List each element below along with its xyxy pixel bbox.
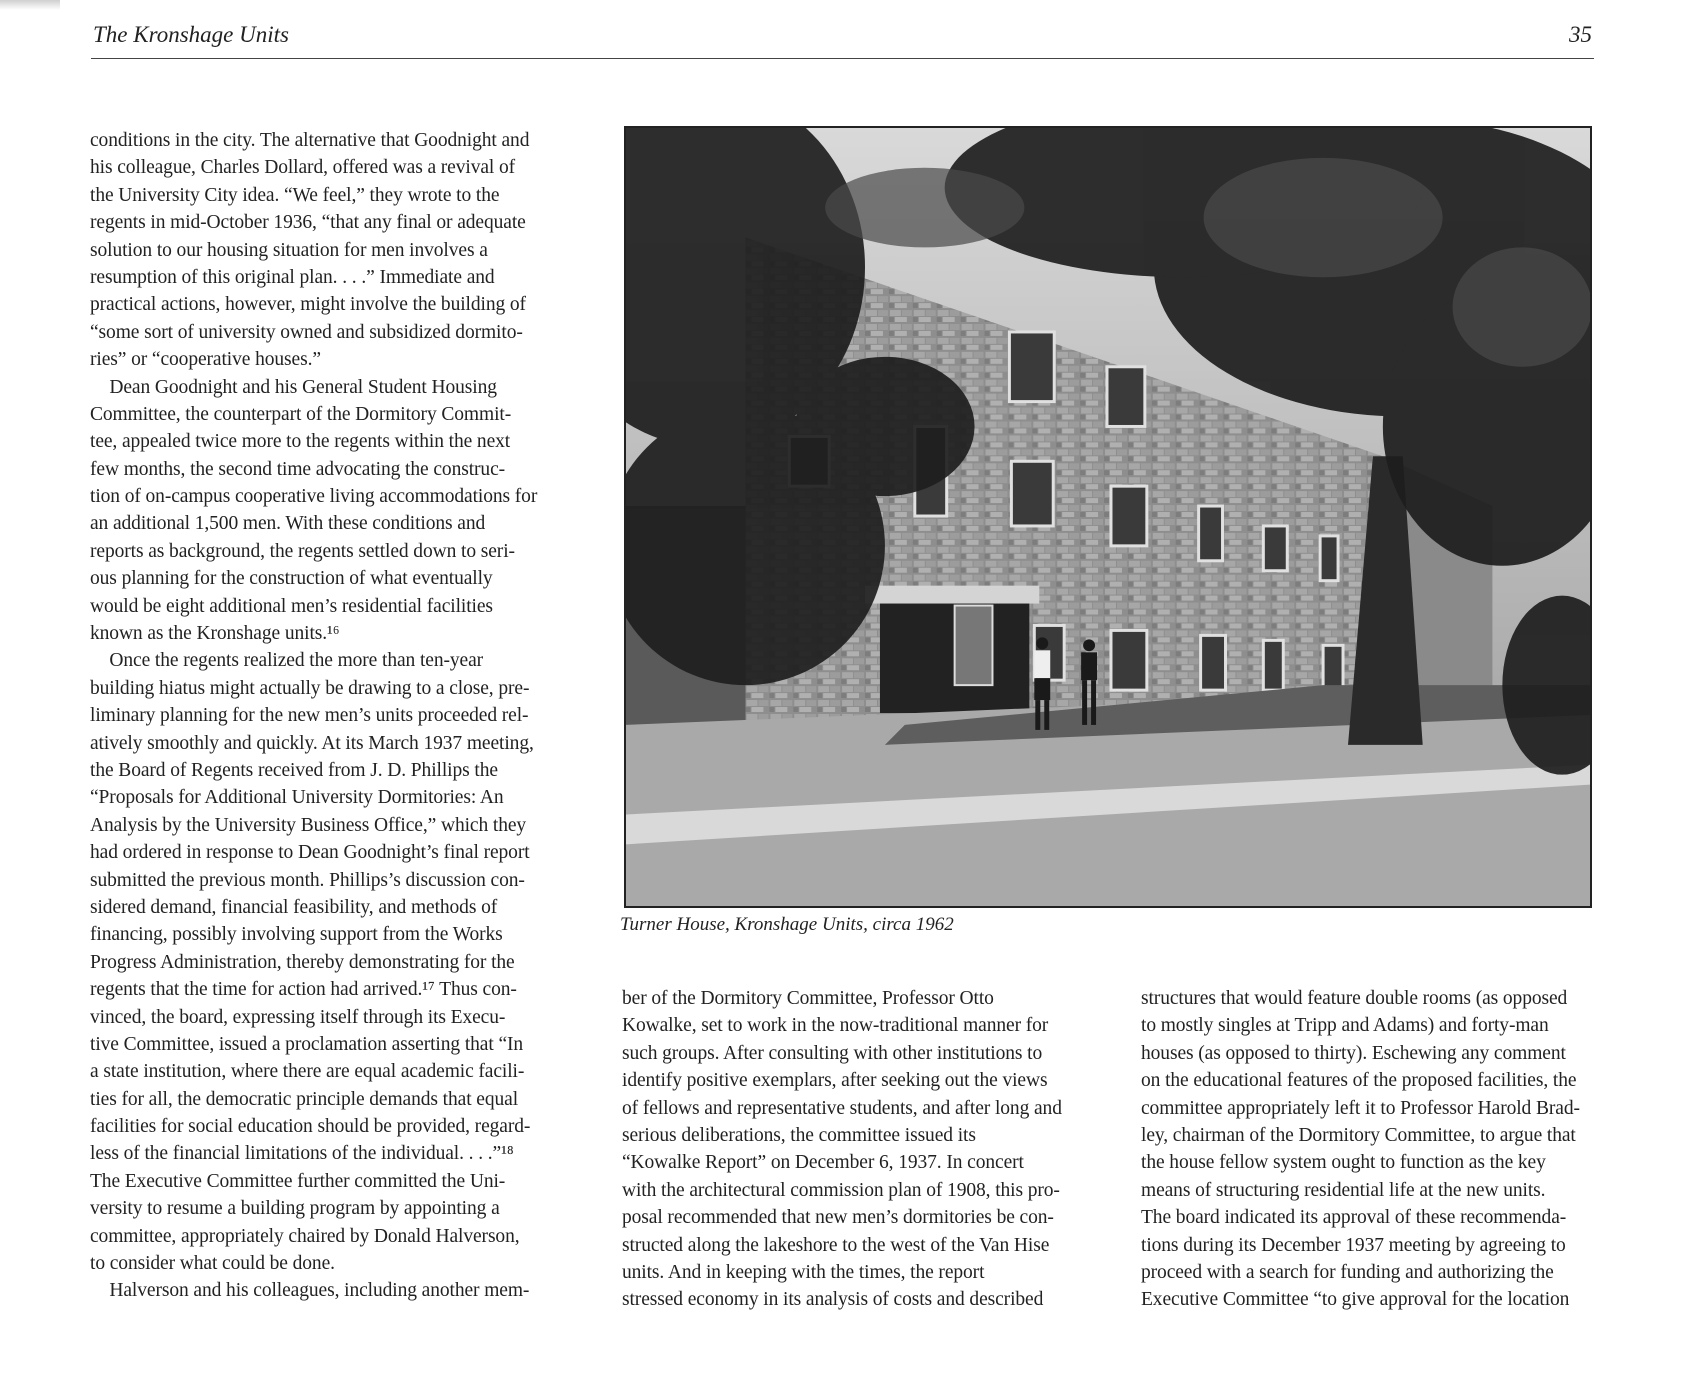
text-line: atively smoothly and quickly. At its March 1937 meeting, (90, 732, 534, 754)
text-line: Progress Administration, thereby demonstrating for the (90, 951, 515, 973)
text-line: solution to our housing situation for men involves a (90, 239, 488, 261)
text-line: Committee, the counterpart of the Dormitory Commit- (90, 403, 512, 425)
text-line: his colleague, Charles Dollard, offered was a revival of (90, 157, 516, 179)
text-line: versity to resume a building program by appointing a (90, 1198, 500, 1220)
text-line: Analysis by the University Business Office,” which they (90, 814, 527, 836)
text-line: proceed with a search for funding and authorizing the (1141, 1261, 1554, 1283)
text-line: would be eight additional men’s residential facilities (90, 595, 493, 617)
text-line: serious deliberations, the committee issued its (622, 1124, 976, 1146)
text-line: regents in mid-October 1936, “that any final or adequate (90, 212, 526, 234)
text-line: committee, appropriately chaired by Donald Halverson, (90, 1225, 520, 1247)
photograph (624, 126, 1592, 908)
text-line: tive Committee, issued a proclamation asserting that “In (90, 1033, 524, 1055)
text-line: structures that would feature double rooms (as opposed (1141, 988, 1568, 1009)
text-line: conditions in the city. The alternative that Goodnight and (90, 130, 530, 151)
text-line: tions during its December 1937 meeting by agreeing to (1141, 1234, 1566, 1256)
text-line: Kowalke, set to work in the now-traditional manner for (622, 1015, 1049, 1037)
text-line: “Kowalke Report” on December 6, 1937. In concert (622, 1152, 1024, 1174)
text-line: to consider what could be done. (90, 1253, 335, 1275)
text-line: structed along the lakeshore to the west of the Van Hise (622, 1234, 1050, 1256)
text-line: resumption of this original plan. . . .” Immediate and (90, 266, 495, 288)
text-line: vinced, the board, expressing itself through its Execu- (90, 1006, 506, 1028)
text-line: regents that the time for action had arrived.¹⁷ Thus con- (90, 979, 517, 1001)
text-line: means of structuring residential life at the new units. (1141, 1179, 1546, 1201)
text-line: such groups. After consulting with other institutions to (622, 1042, 1043, 1064)
text-line: tion of on-campus cooperative living accommodations for (90, 486, 538, 508)
text-line: Halverson and his colleagues, including another mem- (90, 1280, 530, 1302)
text-line: houses (as opposed to thirty). Eschewing any comment (1141, 1042, 1566, 1064)
text-line: “some sort of university owned and subsidized dormito- (90, 321, 523, 343)
text-line: the University City idea. “We feel,” they wrote to the (90, 184, 500, 206)
photo-building-trees-icon (626, 128, 1590, 906)
text-line: facilities for social education should be provided, regard- (90, 1116, 531, 1138)
text-column-left (90, 127, 560, 1305)
text-line: Once the regents realized the more than ten-year (90, 650, 484, 672)
text-line: known as the Kronshage units.¹⁶ (90, 623, 340, 645)
running-head (91, 22, 1594, 59)
text-line: Dean Goodnight and his General Student Housing (90, 376, 497, 398)
text-line: the Board of Regents received from J. D. Phillips the (90, 759, 498, 781)
text-line: identify positive exemplars, after seeking out the views (622, 1070, 1048, 1092)
text-line: Executive Committee “to give approval for the location (1141, 1289, 1570, 1311)
text-line: few months, the second time advocating the construc- (90, 458, 506, 480)
text-line: an additional 1,500 men. With these conditions and (90, 513, 486, 535)
text-column-middle (622, 985, 1092, 1314)
text-line: submitted the previous month. Phillips’s discussion con- (90, 869, 525, 891)
running-title: The Kronshage Units (93, 22, 289, 47)
text-line: The Executive Committee further committed the Uni- (90, 1170, 506, 1192)
text-line: posal recommended that new men’s dormitories be con- (622, 1207, 1054, 1229)
text-line: ties for all, the democratic principle demands that equal (90, 1088, 519, 1110)
text-line: on the educational features of the proposed facilities, the (1141, 1070, 1577, 1092)
text-line: units. And in keeping with the times, the report (622, 1261, 985, 1283)
text-line: ley, chairman of the Dormitory Committee, to argue that (1141, 1124, 1576, 1146)
text-column-right (1141, 985, 1611, 1314)
text-line: a state institution, where there are equal academic facili- (90, 1061, 525, 1083)
text-line: practical actions, however, might involve the building of (90, 294, 526, 316)
text-line: reports as background, the regents settled down to seri- (90, 540, 515, 562)
page-number: 35 (1569, 22, 1592, 47)
text-line: ries” or “cooperative houses.” (90, 349, 321, 371)
text-line: with the architectural commission plan of 1908, this pro- (622, 1179, 1060, 1201)
text-line: building hiatus might actually be drawing to a close, pre- (90, 677, 530, 699)
text-line: of fellows and representative students, and after long and (622, 1097, 1062, 1119)
text-line: ous planning for the construction of what eventually (90, 568, 493, 590)
page-corner-shadow (0, 0, 60, 10)
text-line: to mostly singles at Tripp and Adams) and forty-man (1141, 1015, 1549, 1037)
text-line: the house fellow system ought to function as the key (1141, 1152, 1546, 1174)
text-line: “Proposals for Additional University Dormitories: An (90, 787, 504, 809)
text-line: The board indicated its approval of these recommenda- (1141, 1207, 1567, 1229)
text-line: less of the financial limitations of the individual. . . .”¹⁸ (90, 1143, 514, 1165)
text-line: sidered demand, financial feasibility, and methods of (90, 896, 498, 918)
photo-caption: Turner House, Kronshage Units, circa 1962 (620, 914, 954, 935)
text-line: stressed economy in its analysis of costs and described (622, 1289, 1044, 1311)
text-line: tee, appealed twice more to the regents within the next (90, 431, 511, 453)
text-line: financing, possibly involving support from the Works (90, 924, 503, 946)
text-line: ber of the Dormitory Committee, Professor Otto (622, 988, 994, 1009)
text-line: liminary planning for the new men’s units proceeded rel- (90, 705, 529, 727)
text-line: committee appropriately left it to Professor Harold Brad- (1141, 1097, 1580, 1119)
text-line: had ordered in response to Dean Goodnight’s final report (90, 842, 530, 864)
